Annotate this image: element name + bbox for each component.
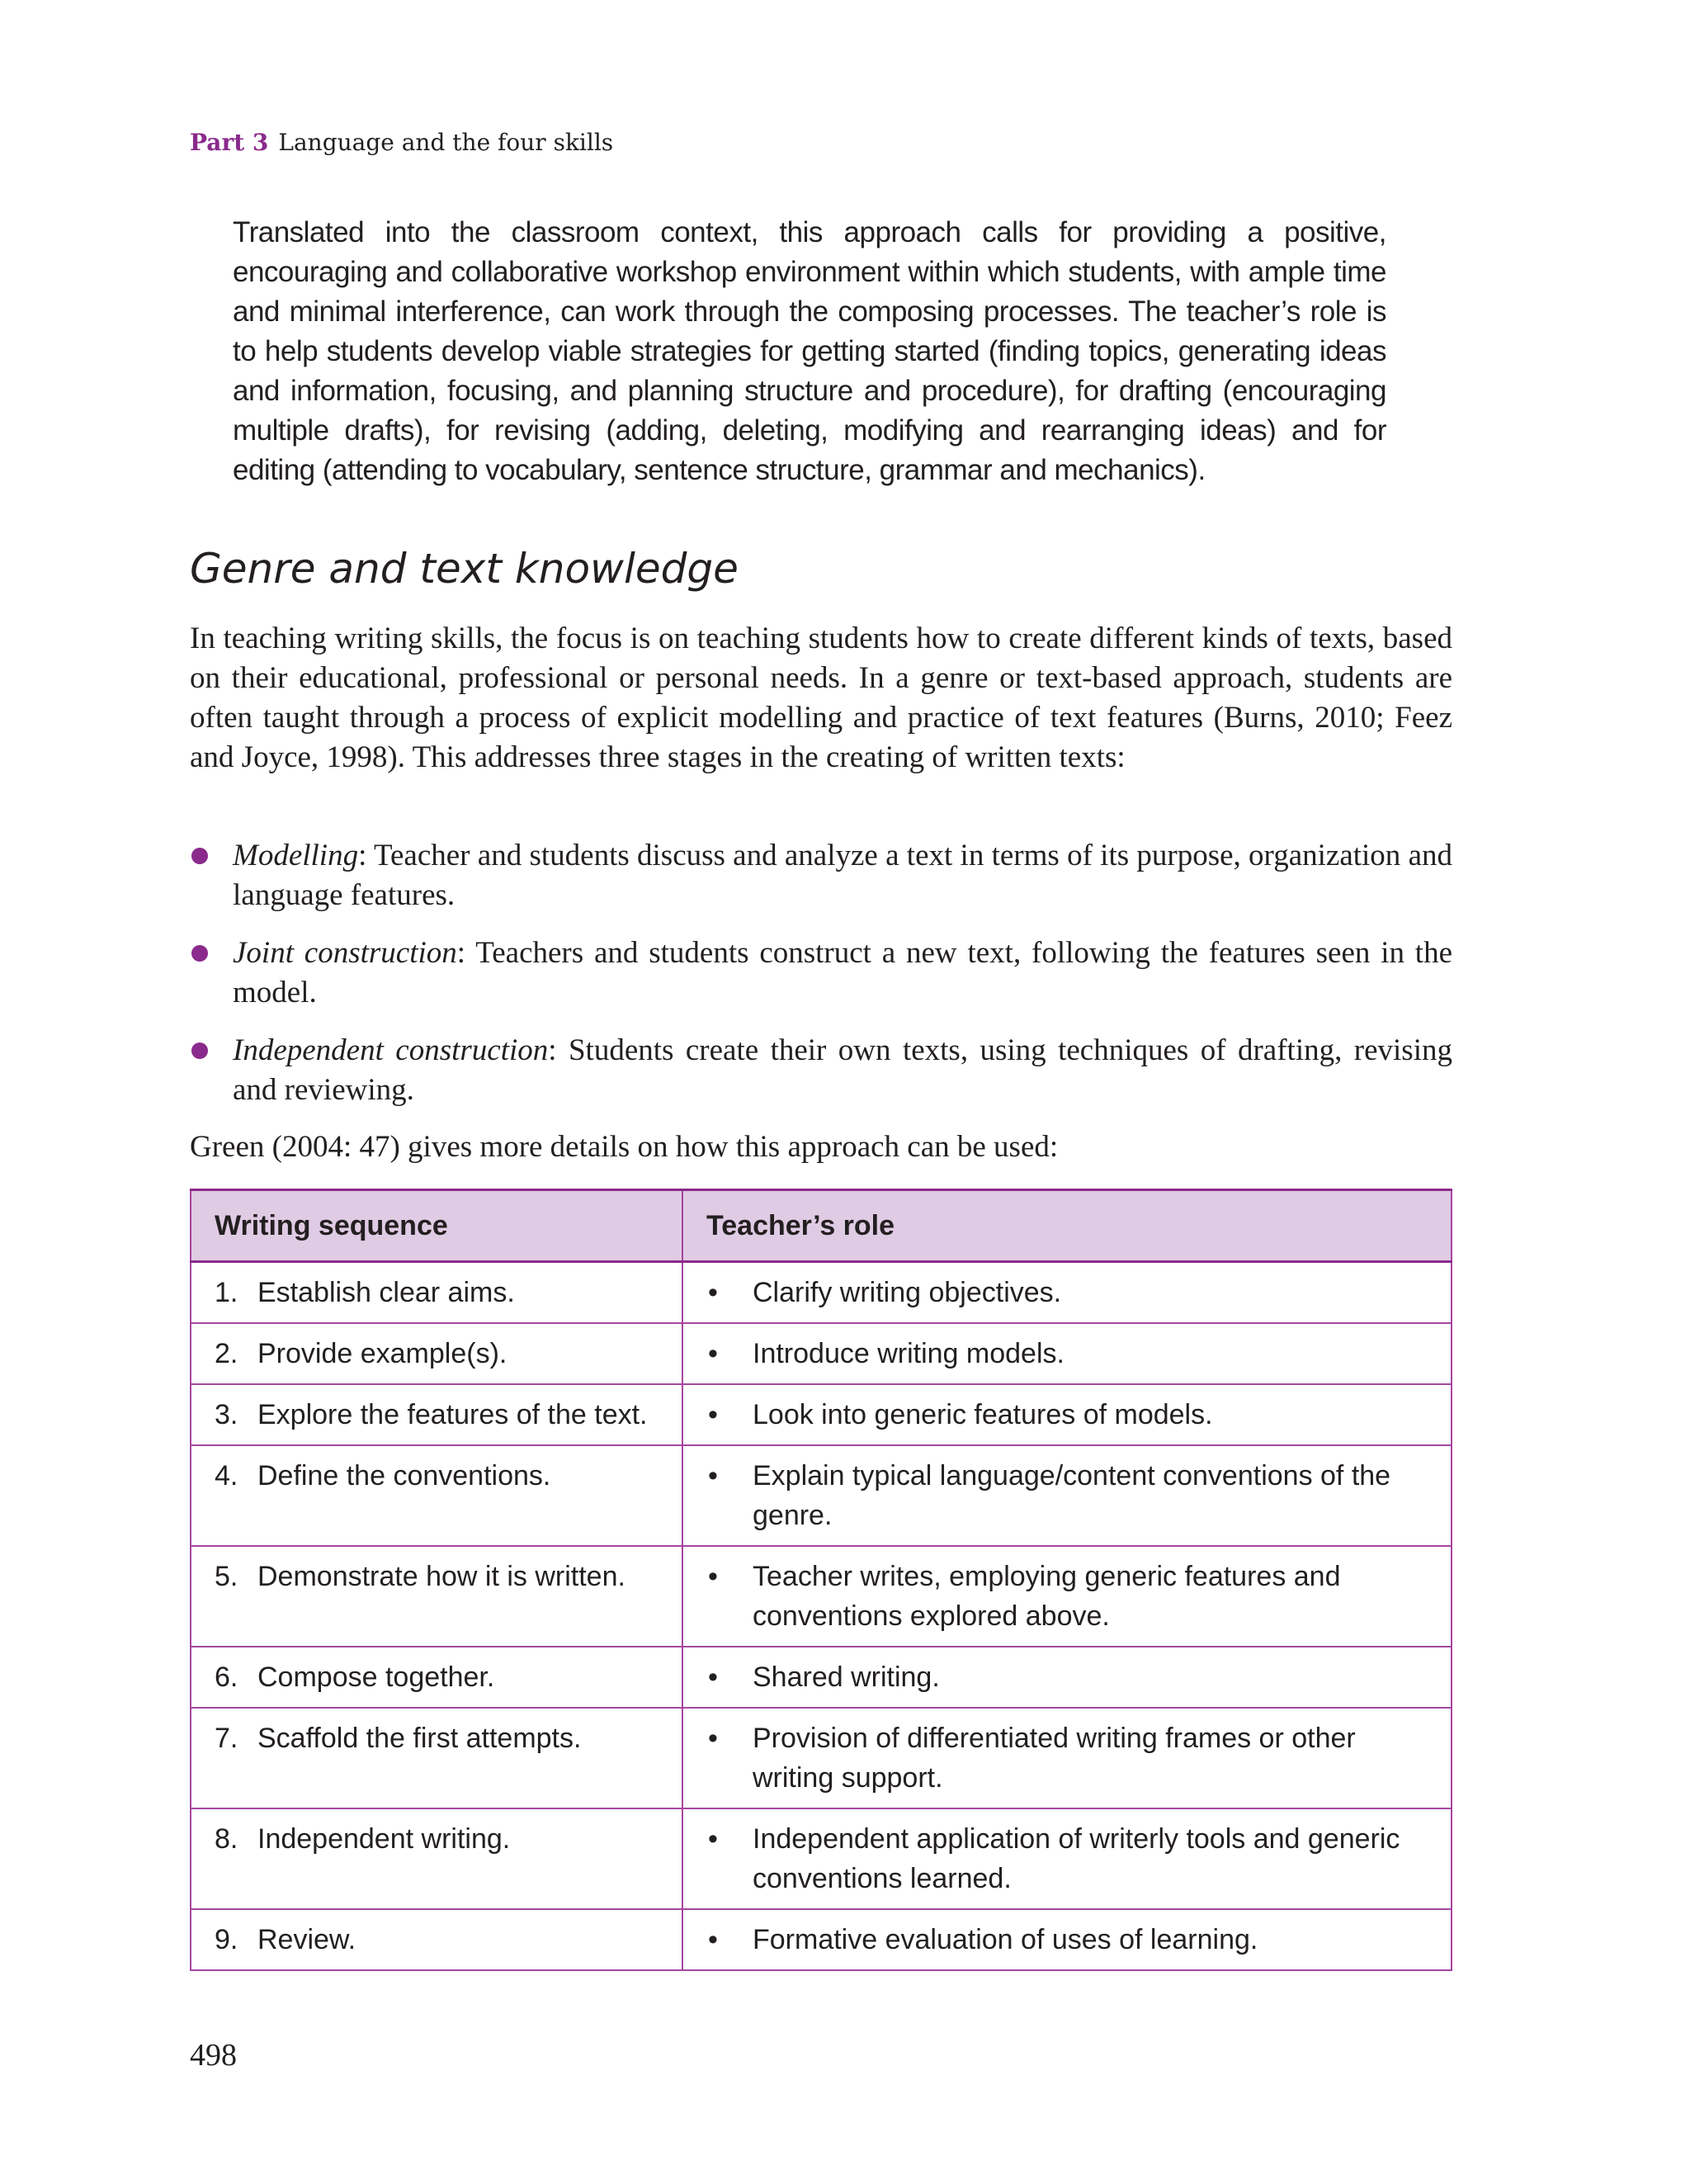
sequence-text: Provide example(s). — [257, 1338, 507, 1369]
step-number: 8. — [215, 1823, 238, 1855]
table-row — [191, 1445, 1452, 1546]
list-item-text: : Teachers and students construct a new text, following the features seen in the model. — [233, 936, 1453, 1009]
bullet-icon: • — [708, 1823, 718, 1855]
role-text: Teacher writes, employing generic features and conventions explored above. — [753, 1561, 1341, 1632]
role-cell — [682, 1262, 1452, 1324]
role-cell — [682, 1708, 1452, 1808]
sequence-cell — [191, 1262, 682, 1324]
table-row — [191, 1262, 1452, 1324]
sequence-cell — [191, 1323, 682, 1384]
sequence-text: Scaffold the first attempts. — [257, 1723, 582, 1754]
list-item-text: : Students create their own texts, using techniques of drafting, revising and reviewing. — [233, 1033, 1452, 1107]
sequence-cell — [191, 1384, 682, 1445]
step-number: 3. — [215, 1399, 238, 1430]
sequence-text: Compose together. — [257, 1662, 495, 1693]
list-item-term: Modelling — [233, 839, 359, 872]
running-head — [190, 129, 613, 156]
role-text: Provision of differentiated writing frames or other writing support. — [753, 1723, 1356, 1794]
list-item-term: Independent construction — [233, 1033, 549, 1067]
step-number: 7. — [215, 1723, 238, 1754]
bullet-icon: • — [708, 1924, 718, 1955]
bullet-icon: • — [708, 1723, 718, 1754]
role-text: Formative evaluation of uses of learning. — [753, 1924, 1258, 1955]
page-number: 498 — [190, 2038, 237, 2073]
bullet-icon: • — [708, 1338, 718, 1369]
sequence-cell — [191, 1445, 682, 1546]
intro-paragraph: In teaching writing skills, the focus is on teaching students how to create different kinds of texts, based on their educational, professional or personal needs. In a genre or text-based approach, students are often taught through a process of explicit modelling and practice of text features (Burns, 2010; Feez and Joyce, 1998). This addresses three stages in the creating of written texts: — [190, 622, 1452, 774]
sequence-text: Establish clear aims. — [257, 1277, 515, 1308]
role-cell — [682, 1909, 1452, 1970]
table-row — [191, 1323, 1452, 1384]
list-item — [190, 1031, 1452, 1110]
step-number: 9. — [215, 1924, 238, 1955]
running-head-title: Language and the four skills — [278, 129, 614, 156]
section-heading: Genre and text knowledge — [190, 545, 739, 593]
sequence-text: Define the conventions. — [257, 1460, 551, 1491]
step-number: 5. — [215, 1561, 238, 1592]
bullet-icon: • — [708, 1561, 718, 1592]
table-row — [191, 1708, 1452, 1808]
role-cell — [682, 1546, 1452, 1647]
bullet-dot-icon — [191, 945, 208, 962]
sequence-text: Independent writing. — [257, 1823, 511, 1855]
role-text: Independent application of writerly tools and generic conventions learned. — [753, 1823, 1400, 1894]
table-header-row — [191, 1190, 1452, 1262]
block-quote: Translated into the classroom context, this approach calls for providing a positive, encouraging and collaborative workshop environment within which students, with ample time and minimal interference, can work through the composing processes. The teacher’s role is to help students develop viable strategies for getting started (finding topics, generating ideas and information, focusing, and planning structure and procedure), for drafting (encouraging multiple drafts), for revising (adding, deleting, modifying and rearranging ideas) and for editing (attending to vocabulary, sentence structure, grammar and mechanics). — [233, 216, 1386, 486]
step-number: 2. — [215, 1338, 238, 1369]
table-row — [191, 1647, 1452, 1708]
bullet-dot-icon — [191, 848, 208, 864]
role-cell — [682, 1647, 1452, 1708]
bullet-icon: • — [708, 1399, 718, 1430]
role-text: Introduce writing models. — [753, 1338, 1065, 1369]
sequence-cell — [191, 1808, 682, 1909]
sequence-text: Explore the features of the text. — [257, 1399, 648, 1430]
role-cell — [682, 1323, 1452, 1384]
stages-list — [190, 836, 1452, 1128]
table-row — [191, 1909, 1452, 1970]
list-item-term: Joint construction — [233, 936, 457, 970]
step-number: 1. — [215, 1277, 238, 1308]
column-header-writing-sequence: Writing sequence — [191, 1190, 682, 1262]
step-number: 6. — [215, 1662, 238, 1693]
role-text: Shared writing. — [753, 1662, 940, 1693]
bullet-icon: • — [708, 1277, 718, 1308]
table-row — [191, 1546, 1452, 1647]
table-lead-in: Green (2004: 47) gives more details on how this approach can be used: — [190, 1130, 1059, 1164]
sequence-cell — [191, 1546, 682, 1647]
role-cell — [682, 1384, 1452, 1445]
column-header-teachers-role: Teacher’s role — [682, 1190, 1452, 1262]
writing-sequence-table — [190, 1189, 1452, 1971]
sequence-cell — [191, 1708, 682, 1808]
sequence-cell — [191, 1647, 682, 1708]
role-text: Explain typical language/content conventions of the genre. — [753, 1460, 1391, 1531]
sequence-text: Demonstrate how it is written. — [257, 1561, 625, 1592]
sequence-cell — [191, 1909, 682, 1970]
role-cell — [682, 1445, 1452, 1546]
list-item — [190, 934, 1452, 1013]
bullet-dot-icon — [191, 1042, 208, 1059]
table-row — [191, 1808, 1452, 1909]
step-number: 4. — [215, 1460, 238, 1491]
role-cell — [682, 1808, 1452, 1909]
bullet-icon: • — [708, 1662, 718, 1693]
role-text: Look into generic features of models. — [753, 1399, 1213, 1430]
part-label: Part 3 — [190, 129, 269, 156]
bullet-icon: • — [708, 1460, 718, 1491]
role-text: Clarify writing objectives. — [753, 1277, 1062, 1308]
sequence-text: Review. — [257, 1924, 356, 1955]
list-item — [190, 836, 1452, 915]
table-row — [191, 1384, 1452, 1445]
list-item-text: : Teacher and students discuss and analyze a text in terms of its purpose, organization and language features. — [233, 839, 1452, 912]
